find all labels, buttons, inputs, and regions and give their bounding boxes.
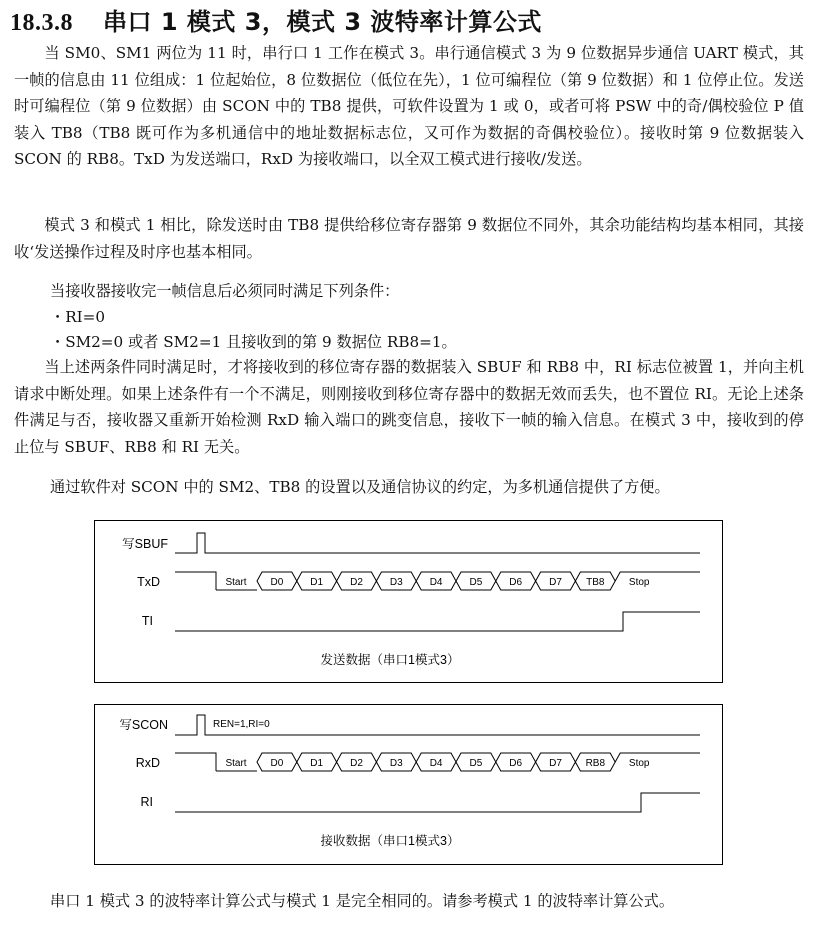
bit-label-d3: D3 bbox=[389, 577, 403, 588]
send-data-idle bbox=[175, 572, 216, 590]
bit-label-d2: D2 bbox=[350, 758, 363, 769]
section-heading bbox=[10, 2, 542, 37]
paragraph-mode3-intro: 当 SM0、SM1 两位为 11 时，串行口 1 工作在模式 3。串行通信模式 3 为 9 位数据异步通信 UART 模式，其一帧的信息由 11 位组成：1 位起始位，8 位数据位（低位在先），1 位可编程位（第 9 位数据）和 1 位停止位。发送时可编程位（第 9 位数据）由 SCON 中的 TB8 提供，可软件设置为 1 或 0，或者可将 PSW 中的奇/偶校验位 P 值装入 TB8（TB8 既可作为多机通信中的地址数据标志位，又可作为数据的奇偶校验位）。接收时第 9 位数据装入 SCON 的 RB8。TxD 为发送端口，RxD 为接收端口，以全双工模式进行接收/发送。 bbox=[14, 44, 804, 168]
bit-stop-line bbox=[615, 753, 700, 762]
paragraph-mode3-vs-mode1: 模式 3 和模式 1 相比，除发送时由 TB8 提供给移位寄存器第 9 数据位不同外，其余功能结构均基本相同，其接收‘发送操作过程及时序也基本相同。 bbox=[14, 216, 804, 261]
bit-label-d7: D7 bbox=[549, 758, 562, 769]
send-data-label: TxD bbox=[137, 575, 160, 589]
bit-label-d5: D5 bbox=[469, 577, 483, 588]
bit-label-d3: D3 bbox=[389, 758, 403, 769]
bit-stop-line bbox=[615, 572, 700, 581]
send-flag-waveform bbox=[175, 612, 700, 631]
bit-label-d7: D7 bbox=[549, 577, 562, 588]
section-title: 串口 1 模式 3，模式 3 波特率计算公式 bbox=[103, 8, 542, 36]
receive-timing-svg bbox=[95, 705, 722, 864]
bit-label-d2: D2 bbox=[350, 577, 363, 588]
send-timing-svg bbox=[95, 521, 722, 682]
send-trigger-waveform bbox=[175, 533, 700, 553]
receive-note: REN=1,RI=0 bbox=[213, 719, 270, 730]
send-diagram-caption: 发送数据（串口1模式3） bbox=[320, 653, 460, 667]
receive-data-label: RxD bbox=[135, 756, 160, 770]
bit-label-d6: D6 bbox=[509, 758, 523, 769]
bit-label-d1: D1 bbox=[310, 758, 324, 769]
paragraph-conditions-intro: 当接收器接收完一帧信息后必须同时满足下列条件： bbox=[50, 282, 400, 300]
paragraph-multiprocessor: 通过软件对 SCON 中的 SM2、TB8 的设置以及通信协议的约定，为多机通信提供了方便。 bbox=[50, 478, 670, 496]
paragraph-baud-rate: 串口 1 模式 3 的波特率计算公式与模式 1 是完全相同的。请参考模式 1 的波特率计算公式。 bbox=[50, 892, 675, 910]
bit-label-d5: D5 bbox=[469, 758, 483, 769]
receive-flag-waveform bbox=[175, 793, 700, 812]
receive-trigger-label: 写SCON bbox=[119, 718, 168, 732]
section-number: 18.3.8 bbox=[10, 10, 73, 36]
condition-sm2: ・SM2=0 或者 SM2=1 且接收到的第 9 数据位 RB8=1。 bbox=[50, 333, 457, 351]
bit-label-d1: D1 bbox=[310, 577, 324, 588]
bit-label-d6: D6 bbox=[509, 577, 523, 588]
bit-label-tb8: TB8 bbox=[586, 577, 605, 588]
bit-label-d4: D4 bbox=[429, 577, 443, 588]
bit-label-start: Start bbox=[225, 758, 247, 769]
bit-label-d4: D4 bbox=[429, 758, 443, 769]
send-bit-frame bbox=[216, 572, 700, 590]
bit-label-d0: D0 bbox=[270, 577, 284, 588]
receive-flag-label: RI bbox=[140, 795, 153, 809]
receive-data-idle bbox=[175, 753, 216, 771]
receive-bit-frame bbox=[216, 753, 700, 771]
bit-label-rb8: RB8 bbox=[585, 758, 606, 769]
bit-label-stop: Stop bbox=[628, 577, 650, 588]
paragraph-receive-result: 当上述两条件同时满足时，才将接收到的移位寄存器的数据装入 SBUF 和 RB8 中，RI 标志位被置 1，并向主机请求中断处理。如果上述条件有一个不满足，则刚接收到移位寄存器中的数据无效而丢失，也不置位 RI。无论上述条件满足与否，接收器又重新开始检测 RxD 输入端口的跳变信息，接收下一帧的输入信息。在模式 3 中，接收到的停止位与 SBUF、RB8 和 RI 无关。 bbox=[14, 358, 804, 456]
bit-label-stop: Stop bbox=[628, 758, 650, 769]
condition-ri: ・RI=0 bbox=[50, 308, 106, 326]
send-timing-diagram bbox=[94, 520, 723, 683]
receive-diagram-caption: 接收数据（串口1模式3） bbox=[320, 834, 460, 848]
receive-timing-diagram bbox=[94, 704, 723, 865]
send-trigger-label: 写SBUF bbox=[122, 537, 168, 551]
bit-label-d0: D0 bbox=[270, 758, 284, 769]
send-flag-label: TI bbox=[141, 614, 153, 628]
bit-label-start: Start bbox=[225, 577, 247, 588]
